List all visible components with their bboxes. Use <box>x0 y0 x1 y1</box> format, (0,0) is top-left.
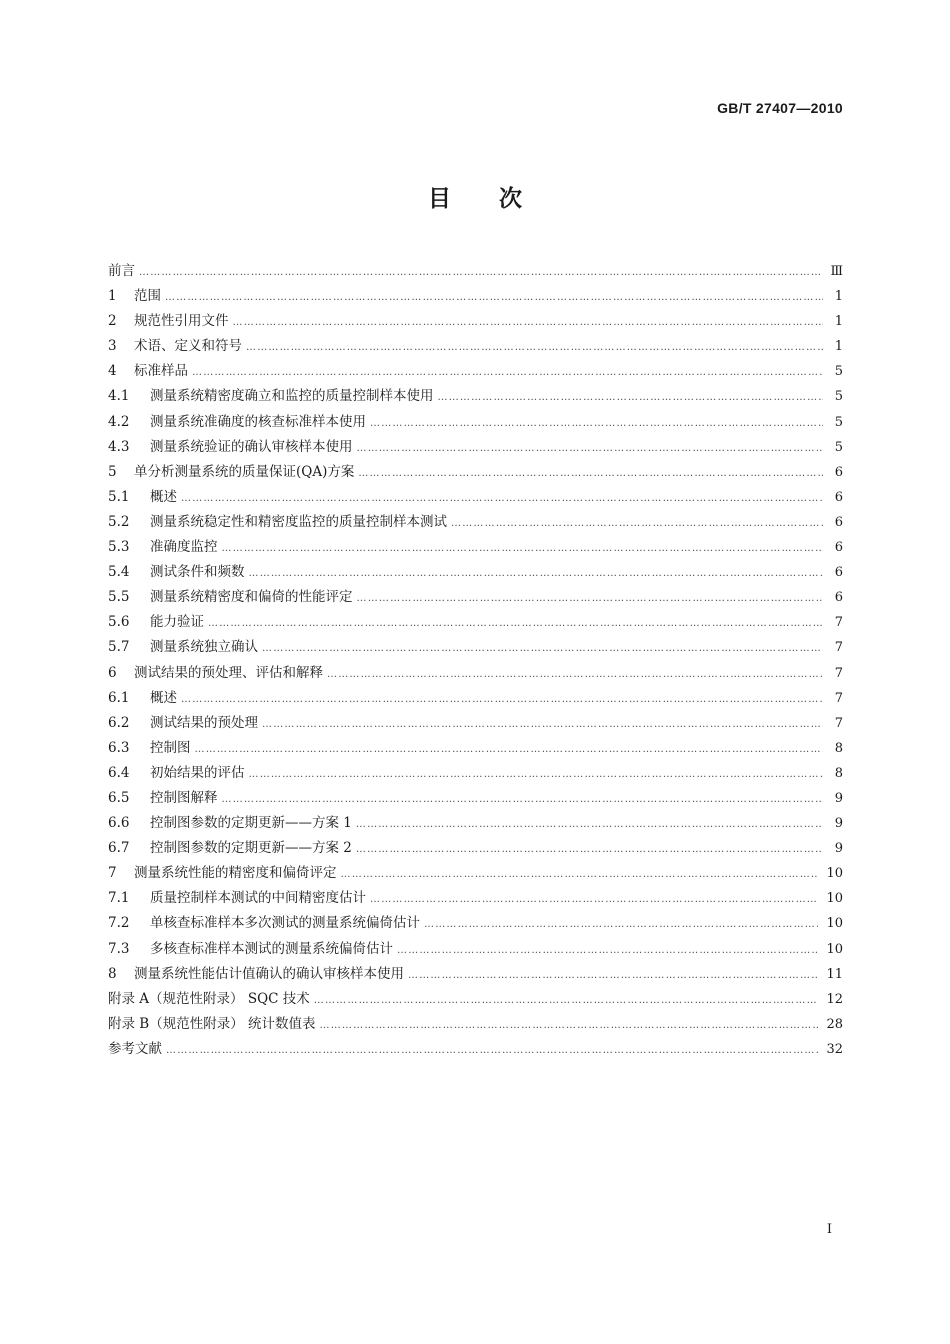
toc-entry-label: 能力验证 <box>150 614 204 631</box>
toc-leader-dots <box>314 995 819 1006</box>
toc-entry-page: 5 <box>834 389 843 405</box>
toc-entry-page: 12 <box>826 991 843 1007</box>
toc-entry[interactable] <box>108 1012 843 1037</box>
toc-entry[interactable] <box>108 359 843 384</box>
toc-leader-dots <box>327 669 823 680</box>
toc-entry-label: 多核查标准样本测试的测量系统偏倚估计 <box>150 940 393 957</box>
toc-entry[interactable] <box>108 811 843 836</box>
toc-entry-number: 2 <box>108 313 117 330</box>
toc-entry[interactable] <box>108 284 843 309</box>
toc-entry[interactable] <box>108 460 843 485</box>
toc-leader-dots <box>165 292 823 303</box>
toc-entry-label: 测量系统验证的确认审核样本使用 <box>150 438 353 455</box>
toc-entry-page: 8 <box>834 740 843 756</box>
toc-entry-page: 5 <box>834 364 843 380</box>
toc-entry-label: 测量系统准确度的核查标准样本使用 <box>150 413 366 430</box>
toc-entry-page: 8 <box>834 765 843 781</box>
toc-leader-dots <box>370 894 818 905</box>
toc-entry-number: 6.1 <box>108 689 130 706</box>
toc-entry[interactable] <box>108 435 843 460</box>
toc-entry-number: 5.3 <box>108 539 130 556</box>
toc-entry-page: 6 <box>834 464 843 480</box>
toc-entry[interactable] <box>108 661 843 686</box>
toc-entry[interactable] <box>108 560 843 585</box>
toc-entry-label: 控制图参数的定期更新——方案 1 <box>150 815 352 832</box>
toc-entry-page: 5 <box>834 414 843 430</box>
toc-leader-dots <box>249 568 824 579</box>
toc-entry-page: 1 <box>834 314 843 330</box>
toc-entry-number: 7.1 <box>108 890 130 907</box>
toc-entry-label: 标准样品 <box>134 363 188 380</box>
toc-entry-page: 11 <box>826 966 843 982</box>
toc-entry-number: 8 <box>108 965 117 982</box>
toc-entry-page: 7 <box>834 715 843 731</box>
toc-leader-dots <box>424 919 818 930</box>
toc-entry-number: 6 <box>108 664 117 681</box>
toc-leader-dots <box>262 719 823 730</box>
toc-entry-page: 7 <box>834 665 843 681</box>
toc-entry-number: 6.5 <box>108 789 130 806</box>
toc-entry[interactable] <box>108 334 843 359</box>
toc-leader-dots <box>139 267 822 278</box>
toc-entry[interactable] <box>108 836 843 861</box>
toc-entry[interactable] <box>108 987 843 1012</box>
toc-entry-page: 6 <box>834 540 843 556</box>
toc-entry-label: 概述 <box>150 488 177 505</box>
toc-entry-number: 1 <box>108 288 117 305</box>
toc-entry-page: 10 <box>826 866 843 882</box>
toc-entry[interactable] <box>108 585 843 610</box>
toc-entry-number: 7.2 <box>108 915 130 932</box>
toc-entry[interactable] <box>108 384 843 409</box>
toc-entry-label: 初始结果的评估 <box>150 764 245 781</box>
toc-leader-dots <box>356 819 823 830</box>
toc-entry-page: 6 <box>834 565 843 581</box>
toc-entry-label: 测量系统精密度和偏倚的性能评定 <box>150 589 353 606</box>
toc-entry-page: Ⅲ <box>830 264 843 279</box>
toc-entry-label: 控制图 <box>150 739 191 756</box>
toc-entry-label: 测试结果的预处理、评估和解释 <box>134 664 323 681</box>
toc-entry-number: 6.7 <box>108 840 130 857</box>
toc-entry[interactable] <box>108 535 843 560</box>
toc-entry-number: 4 <box>108 363 117 380</box>
toc-entry[interactable] <box>108 485 843 510</box>
toc-entry-label: 准确度监控 <box>150 539 218 556</box>
toc-entry[interactable] <box>108 610 843 635</box>
toc-entry-label: 附录 B（规范性附录） 统计数值表 <box>108 1015 316 1032</box>
toc-entry-label: 质量控制样本测试的中间精密度估计 <box>150 890 366 907</box>
toc-leader-dots <box>358 468 823 479</box>
toc-entry-page: 28 <box>826 1016 843 1032</box>
toc-entry-number: 6.4 <box>108 764 130 781</box>
toc-entry-label: 单分析测量系统的质量保证(QA)方案 <box>134 463 355 480</box>
toc-entry-number: 5 <box>108 463 117 480</box>
toc-entry-number: 5.1 <box>108 488 130 505</box>
toc-entry-label: 测量系统独立确认 <box>150 639 258 656</box>
toc-entry[interactable] <box>108 309 843 334</box>
toc-entry-number: 6.3 <box>108 739 130 756</box>
toc-entry-page: 7 <box>834 640 843 656</box>
toc-entry-page: 6 <box>834 590 843 606</box>
toc-entry[interactable] <box>108 962 843 987</box>
toc-entry-label: 规范性引用文件 <box>134 313 229 330</box>
toc-entry-number: 5.2 <box>108 513 130 530</box>
toc-entry-number: 6.2 <box>108 714 130 731</box>
toc-entry-page: 6 <box>834 489 843 505</box>
toc-leader-dots <box>181 694 823 705</box>
toc-leader-dots <box>356 844 823 855</box>
toc-entry-label: 概述 <box>150 689 177 706</box>
toc-entry[interactable] <box>108 259 843 284</box>
toc-entry-page: 10 <box>826 891 843 907</box>
toc-entry[interactable] <box>108 686 843 711</box>
toc-leader-dots <box>341 869 819 880</box>
toc-entry-page: 10 <box>826 941 843 957</box>
toc-leader-dots <box>208 618 823 629</box>
toc-leader-dots <box>438 392 824 403</box>
toc-entry-page: 7 <box>834 690 843 706</box>
toc-entry[interactable] <box>108 635 843 660</box>
toc-entry[interactable] <box>108 786 843 811</box>
toc-entry-page: 32 <box>826 1041 843 1057</box>
toc-entry-label: 参考文献 <box>108 1040 162 1057</box>
toc-entry-number: 5.6 <box>108 614 130 631</box>
toc-leader-dots <box>408 970 818 981</box>
toc-entry-number: 3 <box>108 338 117 355</box>
toc-entry-number: 5.7 <box>108 639 130 656</box>
toc-entry[interactable] <box>108 886 843 911</box>
page-number: I <box>826 1222 832 1237</box>
toc-leader-dots <box>222 794 824 805</box>
toc-entry-label: 控制图参数的定期更新——方案 2 <box>150 840 352 857</box>
toc-entry-label: 测量系统稳定性和精密度监控的质量控制样本测试 <box>150 513 447 530</box>
table-of-contents <box>108 259 843 1062</box>
toc-entry-page: 10 <box>826 916 843 932</box>
toc-entry-page: 6 <box>834 514 843 530</box>
toc-leader-dots <box>397 945 818 956</box>
toc-leader-dots <box>451 518 823 529</box>
toc-entry-label: 测量系统精密度确立和监控的质量控制样本使用 <box>150 388 434 405</box>
toc-entry-label: 测试条件和频数 <box>150 564 245 581</box>
toc-leader-dots <box>262 643 823 654</box>
toc-entry-page: 5 <box>834 439 843 455</box>
toc-entry-number: 7.3 <box>108 940 130 957</box>
toc-leader-dots <box>357 593 824 604</box>
toc-entry-page: 1 <box>834 339 843 355</box>
toc-entry-label: 附录 A（规范性附录） SQC 技术 <box>108 990 310 1007</box>
toc-entry-label: 范围 <box>134 288 161 305</box>
toc-entry-label: 测试结果的预处理 <box>150 714 258 731</box>
toc-leader-dots <box>249 769 824 780</box>
toc-entry-label: 前言 <box>108 263 135 279</box>
toc-leader-dots <box>233 317 824 328</box>
toc-entry[interactable] <box>108 1037 843 1062</box>
page-title: 目次 <box>428 186 570 212</box>
toc-entry-number: 4.2 <box>108 413 130 430</box>
toc-entry[interactable] <box>108 911 843 936</box>
toc-entry-number: 5.4 <box>108 564 130 581</box>
toc-entry-label: 测量系统性能的精密度和偏倚评定 <box>134 865 337 882</box>
toc-entry[interactable] <box>108 861 843 886</box>
toc-entry-page: 1 <box>834 289 843 305</box>
toc-entry-label: 控制图解释 <box>150 789 218 806</box>
toc-entry-page: 9 <box>834 841 843 857</box>
toc-entry-label: 单核查标准样本多次测试的测量系统偏倚估计 <box>150 915 420 932</box>
toc-leader-dots <box>192 367 823 378</box>
toc-entry-number: 4.1 <box>108 388 130 405</box>
toc-entry-label: 测量系统性能估计值确认的确认审核样本使用 <box>134 965 404 982</box>
toc-leader-dots <box>222 543 824 554</box>
toc-leader-dots <box>246 342 823 353</box>
toc-leader-dots <box>370 418 823 429</box>
toc-leader-dots <box>357 443 824 454</box>
standard-code: GB/T 27407—2010 <box>717 100 843 116</box>
toc-entry[interactable] <box>108 761 843 786</box>
toc-entry-label: 术语、定义和符号 <box>134 338 242 355</box>
toc-leader-dots <box>181 493 823 504</box>
toc-entry[interactable] <box>108 937 843 962</box>
toc-leader-dots <box>195 744 824 755</box>
toc-entry[interactable] <box>108 410 843 435</box>
toc-entry-number: 7 <box>108 865 117 882</box>
toc-entry[interactable] <box>108 510 843 535</box>
toc-entry[interactable] <box>108 711 843 736</box>
toc-leader-dots <box>166 1045 818 1056</box>
toc-entry-number: 4.3 <box>108 438 130 455</box>
toc-leader-dots <box>320 1020 819 1031</box>
toc-entry-page: 7 <box>834 615 843 631</box>
toc-entry[interactable] <box>108 736 843 761</box>
toc-entry-page: 9 <box>834 790 843 806</box>
toc-entry-number: 5.5 <box>108 589 130 606</box>
toc-entry-number: 6.6 <box>108 815 130 832</box>
toc-entry-page: 9 <box>834 816 843 832</box>
